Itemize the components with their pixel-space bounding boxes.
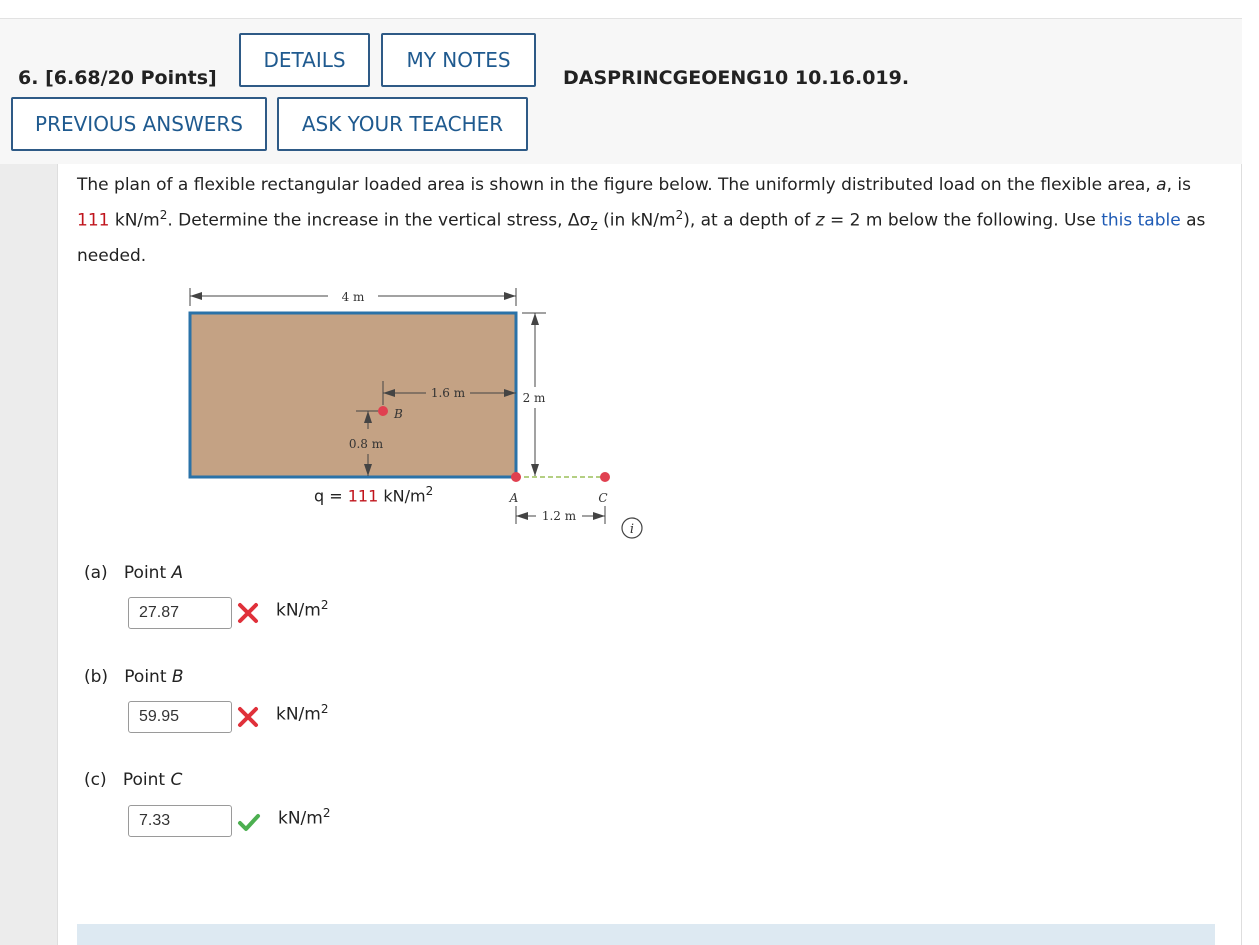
my-notes-button[interactable]: MY NOTES — [381, 33, 536, 87]
question-code: DASPRINCGEOENG10 10.16.019. — [563, 67, 910, 89]
info-icon[interactable] — [620, 516, 644, 540]
load-prefix: q = — [314, 486, 348, 506]
point-a-label: A — [509, 491, 519, 505]
arrow-left-icon — [190, 292, 202, 300]
previous-answers-button[interactable]: PREVIOUS ANSWERS — [11, 97, 267, 151]
part-b-unit-exp: 2 — [320, 702, 329, 716]
dim-right-label: 2 m — [522, 391, 546, 405]
arrow-right-bottom-icon — [593, 512, 605, 520]
part-a-point: A — [171, 563, 184, 583]
part-b-answer-input[interactable] — [128, 701, 232, 733]
incorrect-x-icon — [236, 601, 260, 625]
prompt-text-5: (in kN/m — [597, 210, 676, 231]
dim-bottom-label: 1.2 m — [541, 509, 577, 523]
prompt-text-8: as needed. — [77, 210, 1206, 267]
part-c-point: C — [170, 770, 183, 790]
part-a-answer-input[interactable] — [128, 597, 232, 629]
part-a-unit-exp: 2 — [320, 598, 329, 612]
part-c-unit — [278, 806, 331, 829]
prompt-text-1: The plan of a flexible rectangular loaded area is shown in the figure below. The uniformly distributed load on the flexible area, — [77, 175, 1157, 195]
part-c-letter: (c) — [84, 770, 107, 790]
load-label — [314, 484, 433, 505]
dim-b-horizontal-label: 1.6 m — [430, 386, 466, 400]
prompt-load-value: 111 — [77, 210, 110, 231]
question-number-points — [18, 67, 217, 89]
prompt-var-z: z — [815, 210, 825, 231]
ask-your-teacher-button[interactable]: ASK YOUR TEACHER — [277, 97, 528, 151]
question-prompt — [77, 170, 1227, 271]
bottom-info-panel — [77, 924, 1215, 945]
part-c-answer-input[interactable] — [128, 805, 232, 837]
part-c-text: Point — [122, 770, 166, 790]
part-a-unit-text: kN/m — [276, 600, 321, 621]
prompt-exponent-1: 2 — [159, 208, 168, 222]
point-b-marker — [378, 406, 388, 416]
part-b-label — [84, 667, 184, 687]
load-exponent: 2 — [425, 484, 434, 498]
left-margin-bar — [0, 164, 58, 945]
question-points: [6.68/20 Points] — [45, 67, 217, 89]
point-a-marker — [511, 472, 521, 482]
arrow-right-icon — [504, 292, 516, 300]
dim-b-vertical-label: 0.8 m — [348, 437, 384, 451]
prompt-text-2: , is — [1166, 175, 1191, 195]
dim-top-label: 4 m — [341, 290, 365, 304]
arrow-left-bottom-icon — [516, 512, 528, 520]
part-c-unit-exp: 2 — [322, 806, 331, 820]
details-button[interactable]: DETAILS — [239, 33, 370, 87]
correct-check-icon — [237, 810, 261, 834]
arrow-down-icon — [531, 464, 539, 476]
prompt-text-3: kN/m — [109, 210, 160, 231]
table-link[interactable]: this table — [1101, 210, 1181, 231]
right-border — [1241, 164, 1242, 945]
loaded-area-rectangle — [190, 313, 516, 477]
question-number: 6. — [18, 67, 39, 89]
load-unit: kN/m — [378, 486, 426, 506]
part-b-letter: (b) — [84, 667, 109, 687]
prompt-exponent-2: 2 — [675, 208, 684, 222]
point-b-label: B — [394, 407, 403, 421]
part-a-letter: (a) — [84, 563, 108, 583]
load-value: 111 — [347, 486, 379, 506]
part-c-unit-text: kN/m — [278, 808, 323, 829]
part-c-label — [84, 770, 182, 790]
part-b-point: B — [171, 667, 184, 687]
prompt-subscript-z: z — [590, 218, 598, 235]
part-b-unit — [276, 702, 329, 725]
top-strip — [0, 0, 1259, 18]
prompt-var-a: a — [1156, 175, 1167, 195]
incorrect-x-icon — [236, 705, 260, 729]
svg-text:i: i — [629, 522, 635, 537]
prompt-text-7: = 2 m below the following. Use — [824, 210, 1102, 231]
arrow-up-icon — [531, 313, 539, 325]
prompt-text-6: ), at a depth of — [683, 210, 816, 231]
point-c-label: C — [598, 491, 608, 505]
part-a-label — [84, 563, 183, 583]
part-a-unit — [276, 598, 329, 621]
part-a-text: Point — [123, 563, 167, 583]
point-c-marker — [600, 472, 610, 482]
part-b-unit-text: kN/m — [276, 704, 321, 725]
prompt-text-4: . Determine the increase in the vertical stress, Δσ — [167, 210, 591, 231]
part-b-text: Point — [124, 667, 167, 687]
question-header — [0, 18, 1242, 166]
